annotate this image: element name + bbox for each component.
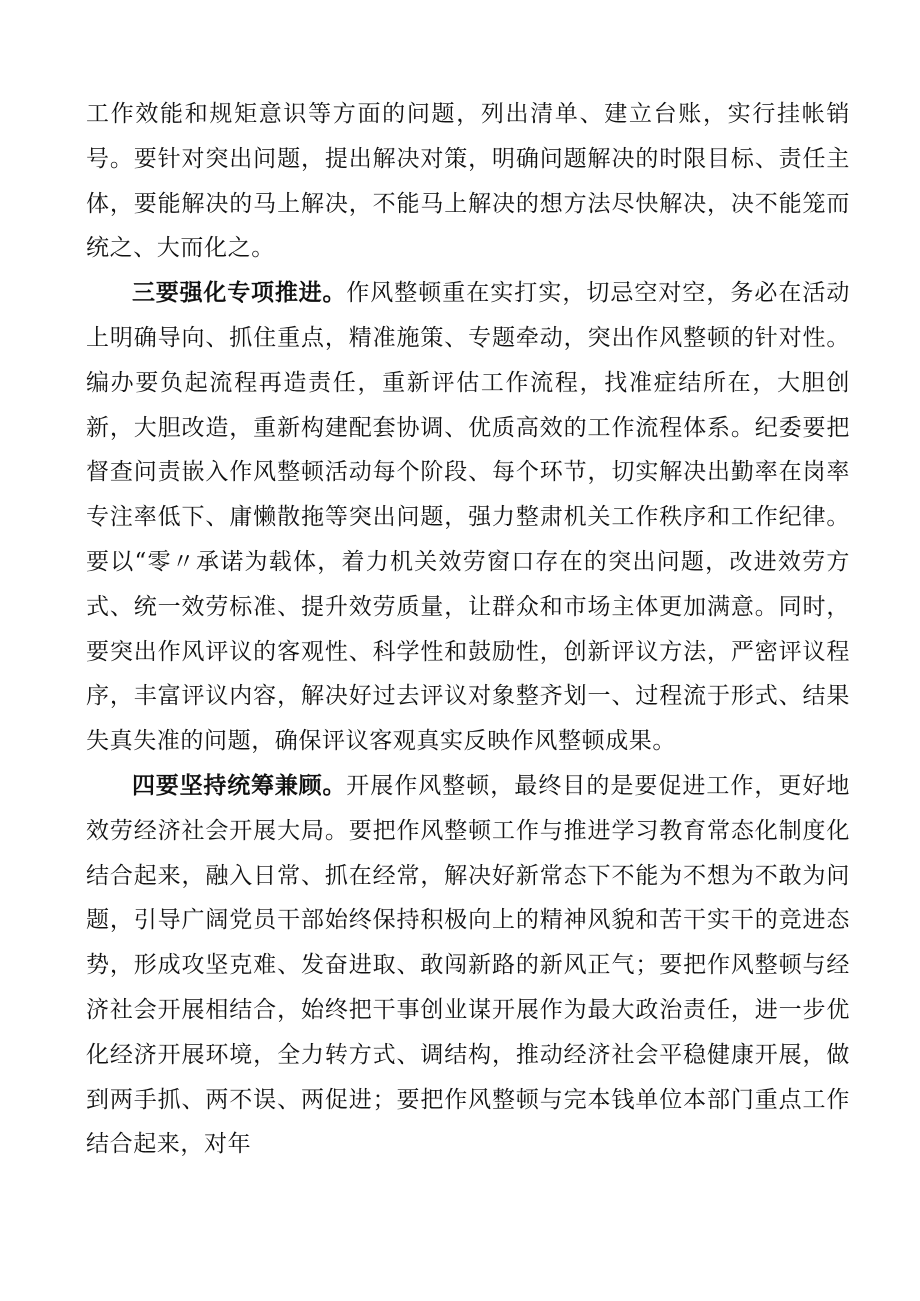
- document-body: [86, 92, 850, 1167]
- paragraph-3-heading: 四要坚持统筹兼顾。: [132, 772, 347, 799]
- paragraph-2-body: 作风整顿重在实打实，切忌空对空，务必在活动上明确导向、抓住重点，精准施策、专题牵动，突出作风整顿的针对性。编办要负起流程再造责任，重新评估工作流程，找准症结所在，大胆创新，大胆改造，重新构建配套协调、优质高效的工作流程体系。纪委要把督查问责嵌入作风整顿活动每个阶段、每个环节，切实解决出勤率在岗率专注率低下、庸懒散拖等突出问题，强力整肃机关工作秩序和工作纪律。要以“零〃承诺为载体，着力机关效劳窗口存在的突出问题，改进效劳方式、统一效劳标准、提升效劳质量，让群众和市场主体更加满意。同时，要突出作风评议的客观性、科学性和鼓励性，创新评议方法，严密评议程序，丰富评议内容，解决好过去评议对象整齐划一、过程流于形式、结果失真失准的问题，确保评议客观真实反映作风整顿成果。: [86, 280, 850, 755]
- paragraph-item-three: [86, 271, 850, 764]
- paragraph-2-heading: 三要强化专项推进。: [132, 280, 347, 307]
- paragraph-3-body: 开展作风整顿，最终目的是要促进工作，更好地效劳经济社会开展大局。要把作风整顿工作与推进学习教育常态化制度化结合起来，融入日常、抓在经常，解决好新常态下不能为不想为不敢为问题，引导广阔党员干部始终保持积极向上的精神风貌和苦干实干的竞进态势，形成攻坚克难、发奋进取、敢闯新路的新风正气；要把作风整顿与经济社会开展相结合，始终把干事创业谋开展作为最大政治责任，进一步优化经济开展环境，全力转方式、调结构，推动经济社会平稳健康开展，做到两手抓、两不误、两促进；要把作风整顿与完本钱单位本部门重点工作结合起来，对年: [86, 772, 850, 1158]
- paragraph-continuation: [86, 92, 850, 271]
- paragraph-1-body: 工作效能和规矩意识等方面的问题，列出清单、建立台账，实行挂帐销号。要针对突出问题，提出解决对策，明确问题解决的时限目标、责任主体，要能解决的马上解决，不能马上解决的想方法尽快解决，决不能笼而统之、大而化之。: [86, 101, 850, 262]
- paragraph-item-four: [86, 764, 850, 1167]
